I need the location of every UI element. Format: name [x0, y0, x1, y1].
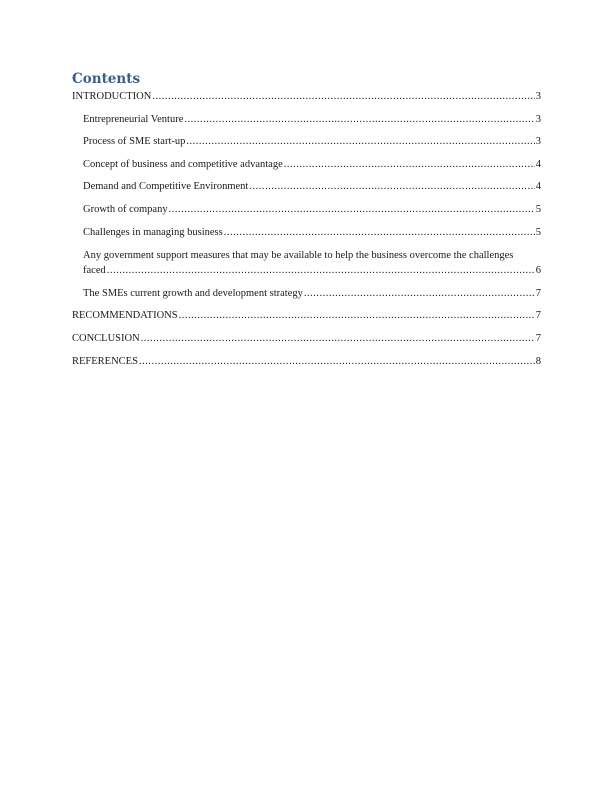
toc-entry-page-number: 7 — [535, 287, 541, 299]
toc-entry-concept-of-business[interactable] — [72, 158, 541, 172]
toc-dot-leader — [284, 158, 535, 172]
toc-entry-demand-and-competitive-environment[interactable] — [72, 180, 541, 194]
toc-entry-references[interactable] — [72, 355, 541, 369]
toc-entry-page-number: 3 — [535, 91, 541, 102]
toc-entry-challenges-in-managing-business[interactable] — [72, 226, 541, 240]
toc-entry-recommendations[interactable] — [72, 309, 541, 323]
toc-dot-leader — [152, 90, 534, 104]
toc-entry-label: Demand and Competitive Environment — [83, 181, 249, 193]
toc-entry-label: Process of SME start-up — [83, 136, 186, 148]
toc-dot-leader — [169, 203, 535, 217]
toc-entry-label: INTRODUCTION — [72, 91, 152, 102]
toc-entry-page-number: 5 — [535, 203, 541, 215]
toc-entry-page-number: 3 — [535, 113, 541, 125]
toc-entry-label: The SMEs current growth and development strategy — [83, 287, 303, 299]
toc-entry-label: Growth of company — [83, 203, 168, 215]
toc-entry-label: RECOMMENDATIONS — [72, 310, 178, 322]
toc-entry-label: CONCLUSION — [72, 332, 140, 344]
toc-dot-leader — [224, 226, 535, 240]
toc-entry-label-line-2: faced — [83, 265, 106, 277]
toc-entry-page-number: 3 — [535, 136, 541, 148]
toc-entry-page-number: 5 — [535, 226, 541, 238]
toc-dot-leader — [304, 287, 535, 301]
toc-entry-page-number: 4 — [535, 181, 541, 193]
toc-entry-process-of-sme-start-up[interactable] — [72, 135, 541, 149]
toc-entry-page-number: 7 — [535, 310, 541, 322]
toc-entry-growth-of-company[interactable] — [72, 203, 541, 217]
toc-dot-leader — [249, 180, 534, 194]
toc-entry-page-number: 7 — [535, 332, 541, 344]
toc-entry-government-support-measures[interactable] — [72, 248, 541, 278]
toc-entry-label: Challenges in managing business — [83, 226, 223, 238]
table-of-contents — [72, 90, 541, 377]
toc-entry-label: Entrepreneurial Venture — [83, 113, 184, 125]
toc-entry-label: Concept of business and competitive advantage — [83, 158, 283, 170]
toc-dot-leader — [139, 355, 535, 369]
toc-dot-leader — [179, 309, 535, 323]
toc-entry-page-number: 8 — [535, 355, 541, 367]
toc-entry-page-number: 4 — [535, 158, 541, 170]
toc-dot-leader — [141, 332, 535, 346]
toc-entry-label-line-1: Any government support measures that may be available to help the business overcome the challenges — [83, 250, 514, 262]
toc-entry-smes-current-growth-strategy[interactable] — [72, 287, 541, 301]
toc-dot-leader — [107, 264, 535, 278]
toc-dot-leader — [184, 113, 534, 127]
toc-heading: Contents — [72, 71, 141, 87]
toc-entry-entrepreneurial-venture[interactable] — [72, 113, 541, 127]
toc-entry-conclusion[interactable] — [72, 332, 541, 346]
toc-entry-label: REFERENCES — [72, 355, 138, 367]
toc-entry-page-number: 6 — [535, 265, 541, 277]
toc-dot-leader — [186, 135, 534, 149]
toc-entry-introduction[interactable] — [72, 90, 541, 104]
